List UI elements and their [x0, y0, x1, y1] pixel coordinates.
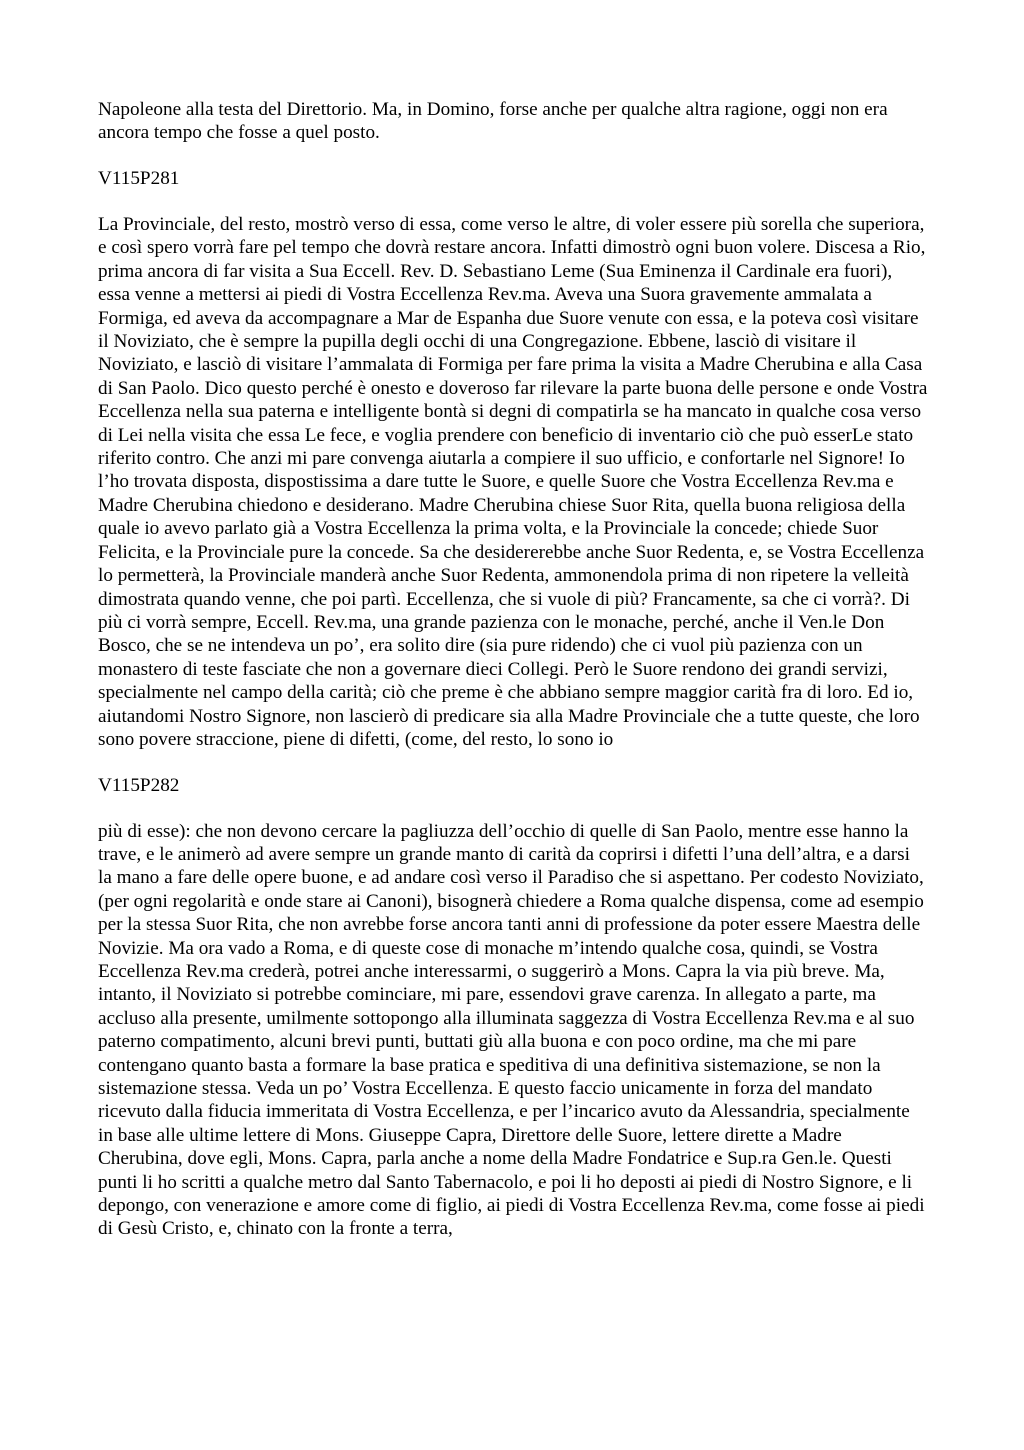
page-reference-2: V115P282 [98, 774, 180, 796]
document-page [98, 98, 928, 1263]
paragraph-3: più di esse): che non devono cercare la pagliuzza dell’occhio di quelle di San Paolo, mentre esse hanno la trave, e le animerò ad avere sempre un grande manto di carità da coprirsi i difetti l’una dell’altra, e a darsi la mano a fare delle opere buone, e ad andare così verso il Paradiso che si aspettano. Per codesto Noviziato, (per ogni regolarità e onde stare ai Canoni), bisognerà chiedere a Roma qualche dispensa, come ad esempio per la stessa Suor Rita, che non avrebbe forse ancora tanti anni di professione da poter essere Maestra delle Novizie. Ma ora vado a Roma, e di queste cose di monache m’intendo qualche cosa, quindi, se Vostra Eccellenza Rev.ma crederà, potrei anche interessarmi, o suggerirò a Mons. Capra la via più breve. Ma, intanto, il Noviziato si potrebbe cominciare, mi pare, essendovi grave carenza. In allegato a parte, ma accluso alla presente, umilmente sottopongo alla illuminata saggezza di Vostra Eccellenza Rev.ma e al suo paterno compatimento, alcuni brevi punti, buttati giù alla buona e con poco ordine, ma che mi pare contengano quanto basta a formare la base pratica e speditiva di una definitiva sistemazione, se non la sistemazione stessa. Veda un po’ Vostra Eccellenza. E questo faccio unicamente in forza del mandato ricevuto dalla fiducia immeritata di Vostra Eccellenza, e per l’incarico avuto da Alessandria, specialmente in base alle ultime lettere di Mons. Giuseppe Capra, Direttore delle Suore, lettere dirette a Madre Cherubina, dove egli, Mons. Capra, parla anche a nome della Madre Fondatrice e Sup.ra Gen.le. Questi punti li ho scritti a qualche metro dal Santo Tabernacolo, e poi li ho deposti ai piedi di Nostro Signore, e li depongo, con venerazione e amore come di figlio, ai piedi di Vostra Eccellenza Rev.ma, come fosse ai piedi di Gesù Cristo, e, chinato con la fronte a terra, [98, 820, 925, 1240]
page-reference-1: V115P281 [98, 168, 180, 190]
paragraph-2: La Provinciale, del resto, mostrò verso di essa, come verso le altre, di voler essere più sorella che superiora, e così spero vorrà fare pel tempo che dovrà restare ancora. Infatti dimostrò ogni buon volere. Discesa a Rio, prima ancora di far visita a Sua Eccell. Rev. D. Sebastiano Leme (Sua Eminenza il Cardinale era fuori), essa venne a mettersi ai piedi di Vostra Eccellenza Rev.ma. Aveva una Suora gravemente ammalata a Formiga, ed aveva da accompagnare a Mar de Espanha due Suore venute con essa, e la poteva così visitare il Noviziato, che è sempre la pupilla degli occhi di una Congregazione. Ebbene, lasciò di visitare il Noviziato, e lasciò di visitare l’ammalata di Formiga per fare prima la visita a Madre Cherubina e alla Casa di San Paolo. Dico questo perché è onesto e doveroso far rilevare la parte buona delle persone e onde Vostra Eccellenza nella sua paterna e intelligente bontà si degni di compatirla se ha mancato in qualche cosa verso di Lei nella visita che essa Le fece, e voglia prendere con beneficio di inventario ciò che può esserLe stato riferito contro. Che anzi mi pare convenga aiutarla a compiere il suo ufficio, e confortarle nel Signore! Io l’ho trovata disposta, dispostissima a dare tutte le Suore, e quelle Suore che Vostra Eccellenza Rev.ma e Madre Cherubina chiedono e desiderano. Madre Cherubina chiese Suor Rita, quella buona religiosa della quale io avevo parlato già a Vostra Eccellenza la prima volta, e la Provinciale la concede; chiede Suor Felicita, e la Provinciale pure la concede. Sa che desidererebbe anche Suor Redenta, e, se Vostra Eccellenza lo permetterà, la Provinciale manderà anche Suor Redenta, ammonendola prima di non ripetere la velleità dimostrata quando venne, che poi partì. Eccellenza, che si vuole di più? Francamente, sa che ci vorrà?. Di più ci vorrà sempre, Eccell. Rev.ma, una grande pazienza con le monache, perché, anche il Ven.le Don Bosco, che se ne intendeva un po’, era solito dire (sia pure ridendo) che ci vuol più pazienza con un monastero di teste fasciate che non a governare dieci Collegi. Però le Suore rendono dei grandi servizi, specialmente nel campo della carità; ciò che preme è che abbiano sempre maggior carità fra di loro. Ed io, aiutandomi Nostro Signore, non lascierò di predicare sia alla Madre Provinciale che a tutte queste, che loro sono povere straccione, piene di difetti, (come, del resto, lo sono io [98, 214, 928, 750]
paragraph-1: Napoleone alla testa del Direttorio. Ma, in Domino, forse anche per qualche altra ragione, oggi non era ancora tempo che fosse a quel posto. [98, 99, 888, 144]
